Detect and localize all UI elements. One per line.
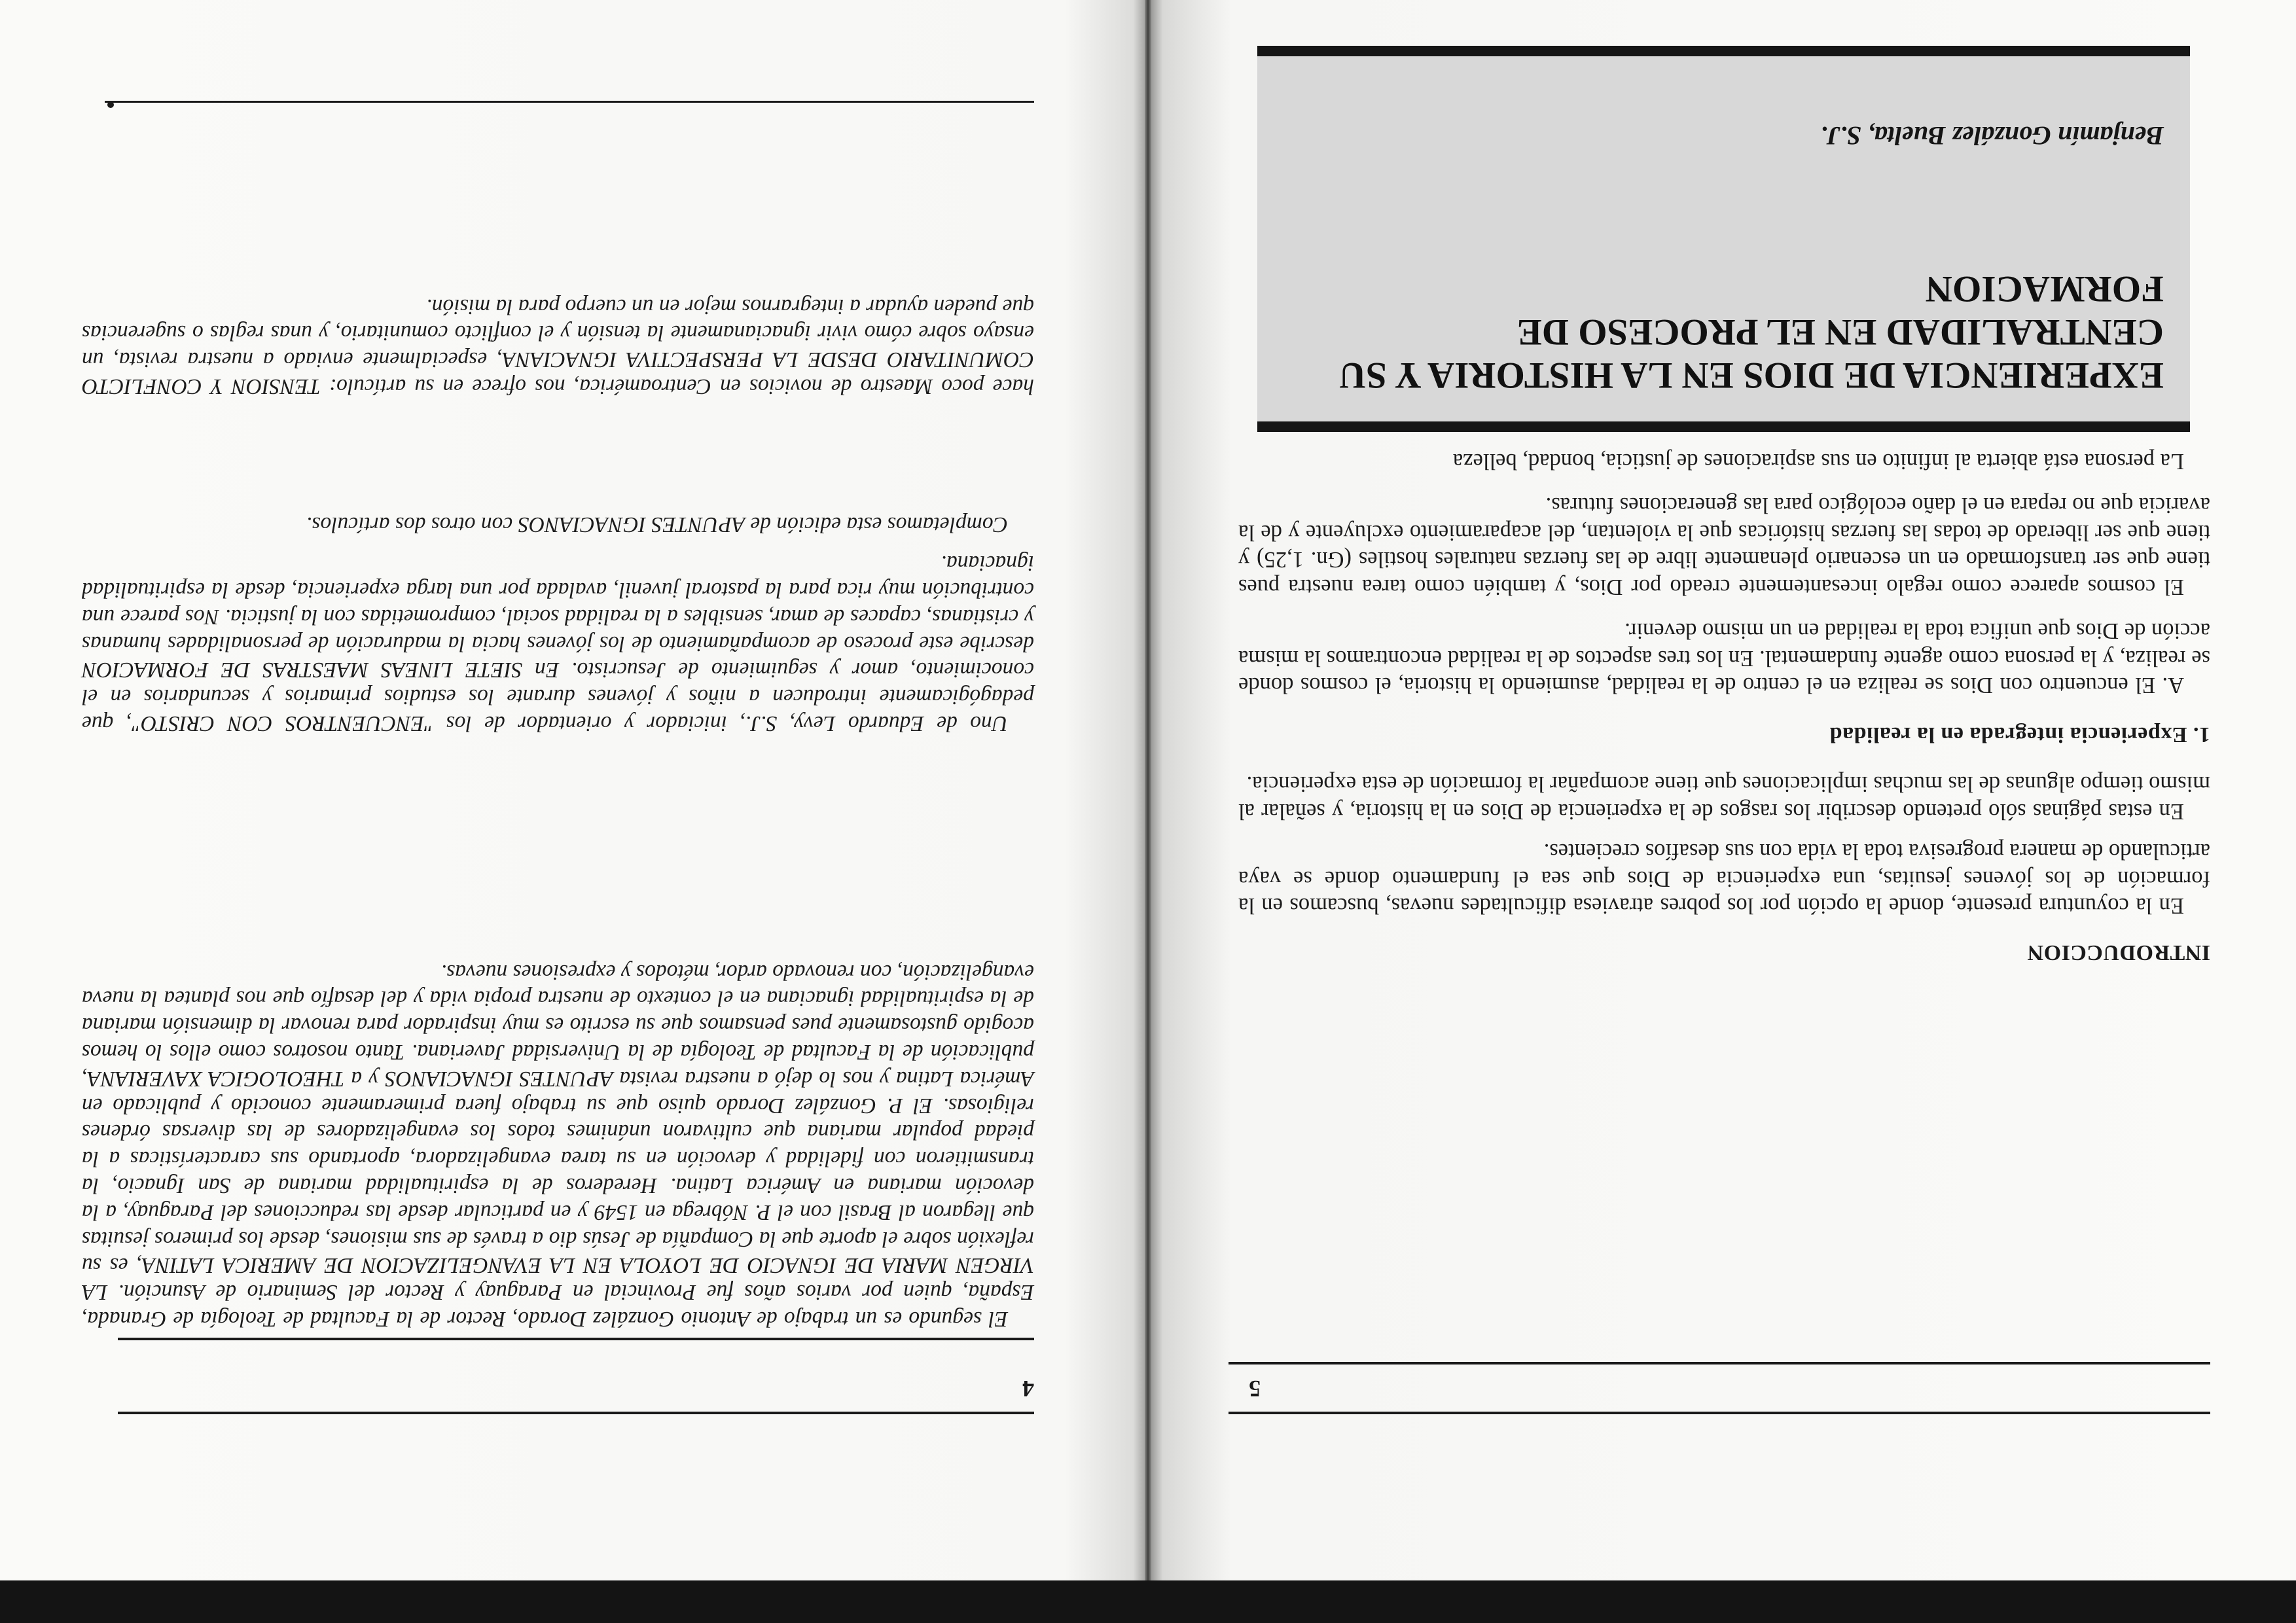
page-4 <box>0 0 1145 1580</box>
article-author: Benjamín González Buelta, S.J. <box>1820 121 2164 151</box>
intro-body <box>1238 448 2210 965</box>
page-number: 5 <box>1249 1376 1261 1402</box>
header-rule-bottom <box>118 1338 1034 1340</box>
page4-paragraph-first <box>82 293 1034 399</box>
header-rule-top <box>118 1412 1034 1414</box>
page-5 <box>1151 0 2296 1580</box>
body-paragraph: Completamos esta edición de APUNTES IGNACIANOS con otros dos artículos. <box>306 512 1008 537</box>
article-title: EXPERIENCIA DE DIOS EN LA HISTORIA Y SU CENTRALIDAD EN EL PROCESO DE FORMACION <box>1338 268 2164 396</box>
section-paragraph: La persona está abierta al infinito en sus aspiraciones de justicia, bondad, belleza <box>1452 449 2184 474</box>
page4-body-middle <box>82 511 1034 736</box>
intro-paragraph: En estas páginas sólo pretendo describir los rasgos de la experiencia de Dios en la historia, y señalar al mismo tiempo algunas de las muchas implicaciones que tiene acompañar la formación de esta experiencia. <box>1238 772 2210 824</box>
continued-paragraph: hace poco Maestro de novicios en Centroamérica, nos ofrece en su artículo: TENSION Y CONFLICTO COMUNITARIO DESDE LA PERSPECTIVA IGNACIANA, especialmente enviado a nuestra revista, un ensayo sobre cómo vivir ignacianamente la tensión y el conflicto comunitario, y unas reglas o sugerencias que pueden ayudar a integrarnos mejor en un cuerpo para la misión. <box>82 294 1034 399</box>
footer-rule <box>105 101 1034 103</box>
body-paragraph: Uno de Eduardo Levy, S.J., iniciador y orientador de los "ENCUENTROS CON CRISTO", que pedagógicamente introducen a niños y jóvenes durante los estudios primarios y secundarios en el conocimiento, amor y seguimiento de Jesucristo. En SIETE LINEAS MAESTRAS DE FORMACION describe este proceso de acompañamiento de los jóvenes hacia la maduración de personalidades humanas y cristianas, capaces de amar, sensibles a la realidad social, comprometidas con la justicia. Nos parece una contribución muy rica para la pastoral juvenil, avalada por una larga experiencia, desde la espiritualidad ignaciana. <box>82 551 1034 736</box>
section-heading: 1. Experiencia integrada en la realidad <box>1829 722 2210 747</box>
page-number: 4 <box>1022 1376 1034 1402</box>
section-paragraph: A. El encuentro con Dios se realiza en el centro de la realidad, asumiendo la historia, el cosmos donde se realiza, y la persona como agente fundamental. En los tres aspectos de la realidad encontramos la misma acción de Dios que unifica toda la realidad en un mismo devenir. <box>1238 618 2210 698</box>
header-rule-top <box>1229 1412 2210 1414</box>
intro-heading: INTRODUCCION <box>2027 940 2210 965</box>
header-rule-bottom <box>1229 1362 2210 1364</box>
intro-paragraph: En la coyuntura presente, donde la opción por los pobres atraviesa dificultades nuevas, buscamos en la formación de los jóvenes jesuitas, una experiencia de Dios que sea el fundamento donde se vaya articulando de manera progresiva toda la vida con sus desafíos crecientes. <box>1238 839 2210 919</box>
book-gutter <box>1145 0 1151 1580</box>
section-paragraph: El cosmos aparece como regalo incesantemente creado por Dios, y también como tarea nuestra pues tiene que ser transformado en un escenario plenamente libre de las fuerzas naturales hostiles (Gn. 1,25) y tiene que ser liberado de todas las fuerzas históricas que la violentan, del acaparamiento excluyente y de la avaricia que no repara en el daño ecológico para las generaciones futuras. <box>1238 493 2210 599</box>
page4-body <box>82 958 1034 1332</box>
body-paragraph: El segundo es un trabajo de Antonio González Dorado, Rector de la Facultad de Teología de Granada, España, quien por varios años fue Provincial en Paraguay y Rector del Seminario de Asunción. LA VIRGEN MARIA DE IGNACIO DE LOYOLA EN LA EVANGELIZACION DE AMERICA LATINA, es su reflexión sobre el aporte que la Compañía de Jesús dio a través de sus misiones, desde los primeros jesuitas que llegaron al Brasil con el P. Nóbrega en 1549 y en particular desde las reducciones del Paraguay, a la devoción mariana en América Latina. Herederos de la espiritualidad mariana de San Ignacio, la transmitieron con fidelidad y devoción en su tarea evangelizadora, aportando sus características a la piedad popular mariana que cultivaron unánimes todos los evangelizadores de las diversas órdenes religiosas. El P. González Dorado quiso que su trabajo fuera primeramente conocido y publicado en América Latina y nos lo dejó a nuestra revista APUNTES IGNACIANOS y a THEOLOGICA XAVERIANA, publicación de la Facultad de Teología de la Universidad Javeriana. Tanto nosotros como ellos lo hemos acogido gustosamente pues pensamos que su escrito es muy inspirador para renovar la dimensión mariana de la espiritualidad ignaciana en el contexto de nuestra propia vida y del desafío que nos plantea la nueva evangelización, con renovado ardor, métodos y expresiones nuevas. <box>82 959 1034 1331</box>
